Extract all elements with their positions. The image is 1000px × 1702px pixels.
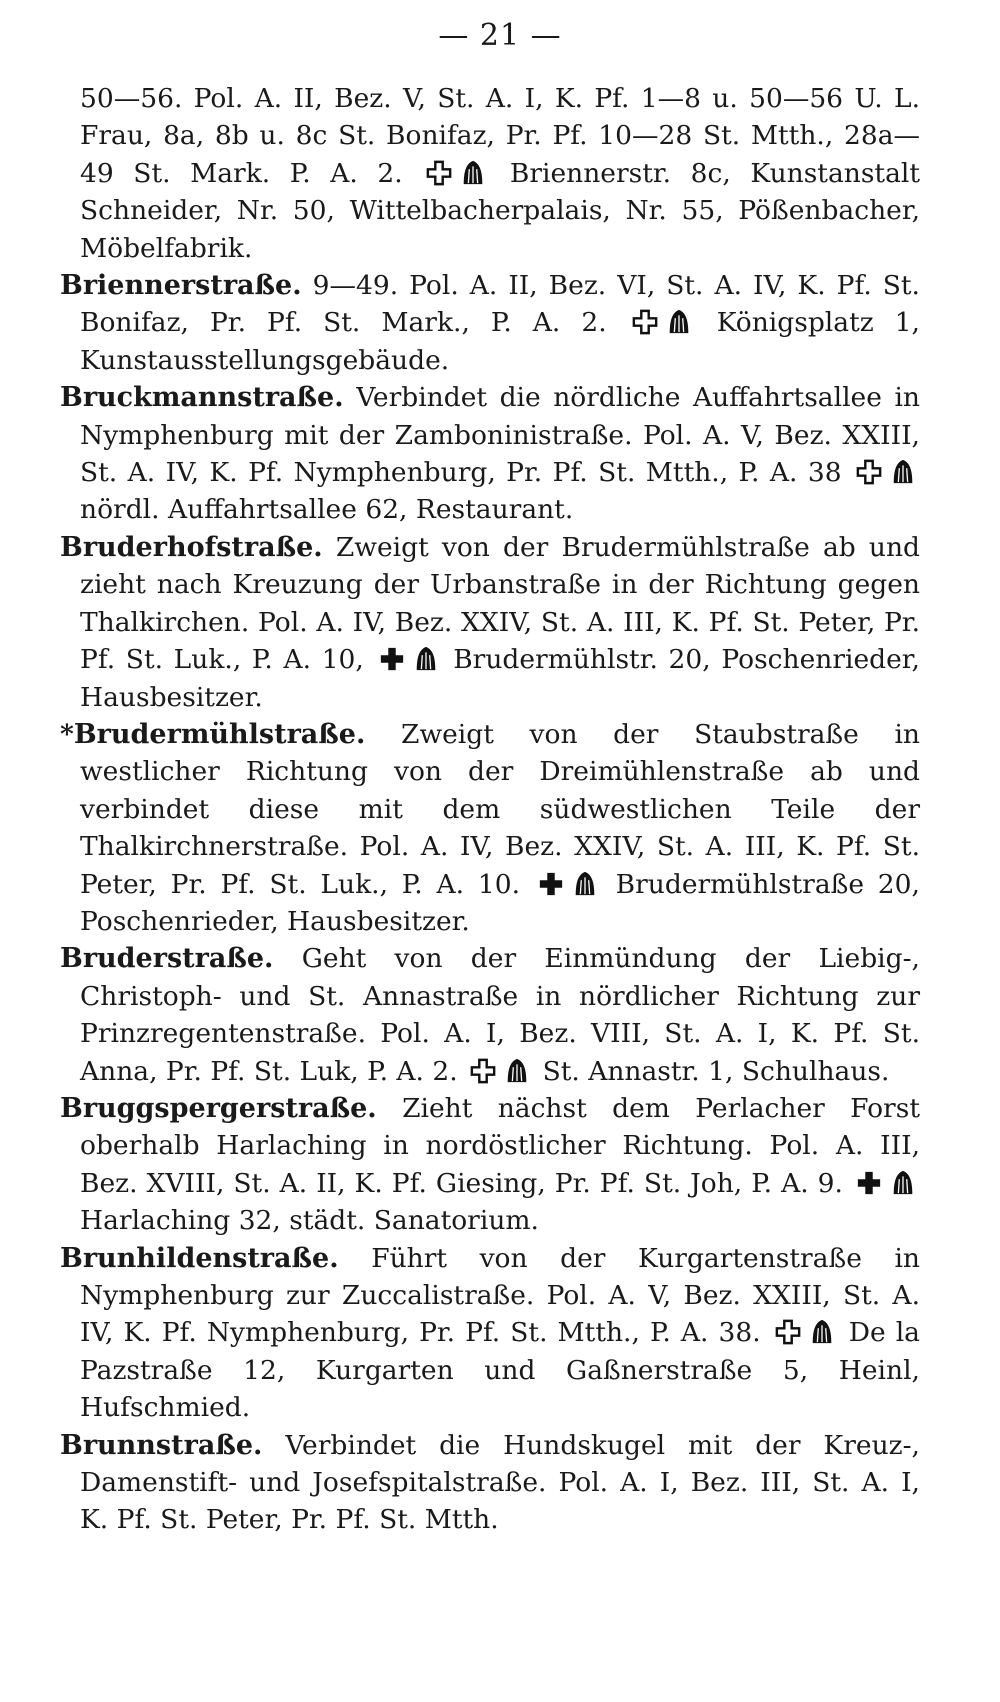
polling-location: Briennerstr. 8c, Kunstanstalt Schneider, Nr. 50, Wittelbacherpalais, Nr. 55, Pößenbacher, Möbelfabrik.	[80, 157, 920, 264]
entry-details: Verbindet die nördliche Auffahrtsallee in Nymphenburg mit der Zamboninistraße. Pol. A. V, Bez. XXIII, St. A. IV, K. Pf. Nymphenburg, Pr. Pf. St. Mtth., P. A. 38	[80, 382, 920, 489]
entry-continuation	[60, 80, 920, 267]
bell-icon	[572, 869, 598, 897]
entry-details: Geht von der Einmündung der Liebig-, Christoph- und St. Annastraße in nördlicher Richtung zur Prinzregentenstraße. Pol. A. I, Bez. VIII, St. A. I, K. Pf. St. Anna, Pr. Pf. St. Luk, P. A. 2.	[80, 943, 920, 1087]
street-entry	[60, 716, 920, 940]
entry-list	[60, 80, 920, 1539]
entry-details: Verbindet die Hundskugel mit der Kreuz-, Damenstift- und Josefspitalstraße. Pol. A. I, Bez. III, St. A. I, K. Pf. St. Peter, Pr. Pf. St. Mtth.	[80, 1429, 920, 1536]
entry-details: Zweigt von der Brudermühlstraße ab und zieht nach Kreuzung der Urbanstraße in der Richtung gegen Thalkirchen. Pol. A. IV, Bez. XXIV, St. A. III, K. Pf. St. Peter, Pr. Pf. St. Luk., P. A. 10,	[80, 531, 920, 676]
bell-icon	[890, 457, 916, 485]
street-entry	[60, 529, 920, 716]
bell-icon	[890, 1168, 916, 1196]
street-name: Bruderstraße.	[60, 943, 274, 975]
street-name: Bruggspergerstraße.	[60, 1092, 377, 1124]
street-entry	[60, 1427, 920, 1539]
entry-details: Zieht nächst dem Perlacher Forst oberhalb Harlaching in nordöstlicher Richtung. Pol. A. III, Bez. XVIII, St. A. II, K. Pf. Giesing, Pr. Pf. St. Joh, P. A. 9.	[80, 1092, 920, 1199]
entry-details: Zweigt von der Staubstraße in westlicher Richtung von der Dreimühlenstraße ab und verbindet diese mit dem südwestlichen Teile der Thalkirchnerstraße. Pol. A. IV, Bez. XXIV, St. A. III, K. Pf. St. Peter, Pr. Pf. St. Luk., P. A. 10.	[80, 718, 920, 900]
polling-location: De la Pazstraße 12, Kurgarten und Gaßnerstraße 5, Heinl, Hufschmied.	[80, 1317, 920, 1424]
polling-location: Harlaching 32, städt. Sanatorium.	[80, 1205, 539, 1237]
street-entry	[60, 379, 920, 529]
page-number: — 21 —	[438, 18, 562, 53]
bell-icon	[413, 644, 439, 672]
cross-solid-icon	[538, 871, 564, 897]
cross-solid-icon	[856, 1170, 882, 1196]
street-name: Bruckmannstraße.	[60, 382, 344, 414]
street-entry	[60, 940, 920, 1090]
street-name: Brunhildenstraße.	[60, 1242, 339, 1274]
cross-outline-icon	[426, 160, 452, 186]
bell-icon	[460, 158, 486, 186]
polling-location: St. Annastr. 1, Schulhaus.	[542, 1055, 890, 1087]
cross-solid-icon	[379, 646, 405, 672]
polling-location: Brudermühlstr. 20, Poschenrieder, Hausbesitzer.	[80, 644, 920, 713]
entry-details: 9—49. Pol. A. II, Bez. VI, St. A. IV, K. Pf. St. Bonifaz, Pr. Pf. St. Mark., P. A. 2.	[80, 270, 920, 339]
street-name: Briennerstraße.	[60, 270, 302, 302]
bell-icon	[809, 1317, 835, 1345]
cross-outline-icon	[856, 459, 882, 485]
cross-outline-icon	[632, 309, 658, 335]
entry-details: Führt von der Kurgartenstraße in Nymphenburg zur Zuccalistraße. Pol. A. V, Bez. XXIII, St. A. IV, K. Pf. Nymphenburg, Pr. Pf. St. Mtth., P. A. 38.	[80, 1242, 920, 1349]
cross-outline-icon	[775, 1319, 801, 1345]
entry-details: 50—56. Pol. A. II, Bez. V, St. A. I, K. Pf. 1—8 u. 50—56 U. L. Frau, 8a, 8b u. 8c St. Bonifaz, Pr. Pf. 10—28 St. Mtth., 28a—49 St. Mark. P. A. 2.	[80, 83, 920, 189]
polling-location: nördl. Auffahrtsallee 62, Restaurant.	[80, 494, 574, 526]
street-name: Brudermühlstraße.	[73, 718, 366, 750]
street-entry	[60, 1090, 920, 1240]
cross-outline-icon	[470, 1058, 496, 1084]
bell-icon	[666, 307, 692, 335]
entry-marker: *	[60, 718, 74, 750]
street-entry	[60, 1240, 920, 1427]
bell-icon	[504, 1056, 530, 1084]
polling-location: Königsplatz 1, Kunstausstellungsgebäude.	[80, 307, 920, 376]
polling-location: Brudermühlstraße 20, Poschenrieder, Hausbesitzer.	[80, 868, 920, 937]
street-name: Brunnstraße.	[60, 1429, 263, 1461]
street-entry	[60, 267, 920, 379]
street-name: Bruderhofstraße.	[60, 531, 323, 563]
